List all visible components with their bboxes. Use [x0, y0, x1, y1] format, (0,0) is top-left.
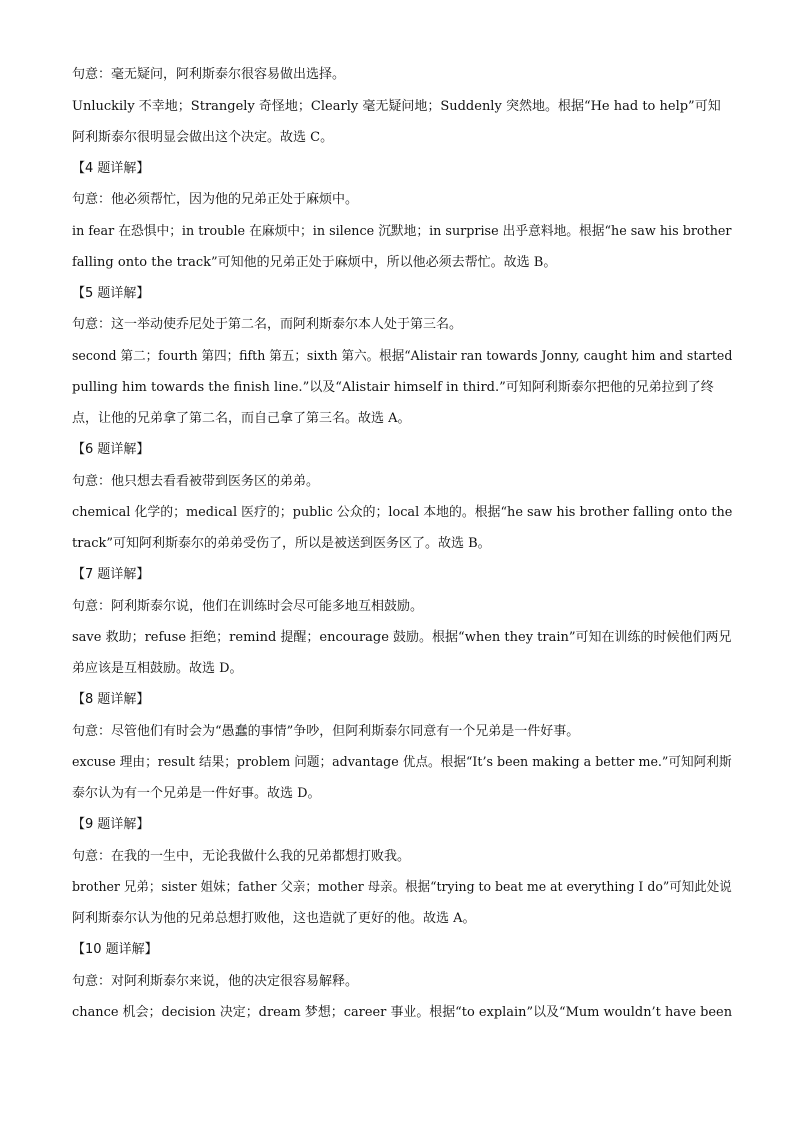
text-line: Unluckily 不幸地；Strangely 奇怪地；Clearly 毫无疑问地；Suddenly 突然地。根据“He had to help”可知: [72, 99, 721, 114]
text-line: excuse 理由；result 结果；problem 问题；advantage 优点。根据“It’s been making a better me.”可知阿利斯: [72, 755, 732, 770]
text-line: brother 兄弟；sister 姐妹；father 父亲；mother 母亲。根据“trying to beat me at everything I do”可知此处说: [72, 880, 732, 895]
text-line: 弟应该是互相鼓励。故选 D。: [72, 661, 243, 676]
text-line: 句意：在我的一生中，无论我做什么我的兄弟都想打败我。: [72, 849, 411, 864]
text-line: track”可知阿利斯泰尔的弟弟受伤了，所以是被送到医务区了。故选 B。: [72, 536, 491, 551]
section-heading: 【7 题详解】: [72, 567, 150, 582]
section-heading: 【10 题详解】: [72, 942, 158, 957]
section-heading: 【6 题详解】: [72, 442, 150, 457]
section-heading: 【8 题详解】: [72, 692, 150, 707]
text-line: 阿利斯泰尔很明显会做出这个决定。故选 C。: [72, 130, 334, 145]
text-line: chance 机会；decision 决定；dream 梦想；career 事业。根据“to explain”以及“Mum wouldn’t have been: [72, 1005, 733, 1020]
text-line: 句意：他只想去看看被带到医务区的弟弟。: [72, 474, 320, 489]
text-line: 句意：尽管他们有时会为“愚蠢的事情”争吵，但阿利斯泰尔同意有一个兄弟是一件好事。: [72, 724, 580, 739]
text-line: falling onto the track”可知他的兄弟正处于麻烦中，所以他必须去帮忙。故选 B。: [72, 255, 557, 270]
section-heading: 【4 题详解】: [72, 161, 150, 176]
section-heading: 【9 题详解】: [72, 817, 150, 832]
text-line: pulling him towards the finish line.”以及“Alistair himself in third.”可知阿利斯泰尔把他的兄弟拉到了终: [72, 380, 714, 395]
section-heading: 【5 题详解】: [72, 286, 150, 301]
text-line: second 第二；fourth 第四；fifth 第五；sixth 第六。根据“Alistair ran towards Jonny, caught him and started: [72, 349, 733, 364]
text-line: 句意：对阿利斯泰尔来说，他的决定很容易解释。: [72, 974, 359, 989]
text-line: in fear 在恐惧中；in trouble 在麻烦中；in silence 沉默地；in surprise 出乎意料地。根据“he saw his brother: [72, 224, 732, 239]
text-line: 句意：他必须帮忙，因为他的兄弟正处于麻烦中。: [72, 192, 359, 207]
text-line: 阿利斯泰尔认为他的兄弟总想打败他，这也造就了更好的他。故选 A。: [72, 911, 476, 926]
text-line: 句意：阿利斯泰尔说，他们在训练时会尽可能多地互相鼓励。: [72, 599, 424, 614]
text-line: 点，让他的兄弟拿了第二名，而自己拿了第三名。故选 A。: [72, 411, 411, 426]
text-line: 泰尔认为有一个兄弟是一件好事。故选 D。: [72, 786, 321, 801]
text-line: 句意：毫无疑问，阿利斯泰尔很容易做出选择。: [72, 67, 346, 82]
text-line: save 救助；refuse 拒绝；remind 提醒；encourage 鼓励。根据“when they train”可知在训练的时候他们两兄: [72, 630, 732, 645]
text-line: 句意：这一举动使乔尼处于第二名，而阿利斯泰尔本人处于第三名。: [72, 317, 463, 332]
text-line: chemical 化学的；medical 医疗的；public 公众的；local 本地的。根据“he saw his brother falling onto the: [72, 505, 733, 520]
